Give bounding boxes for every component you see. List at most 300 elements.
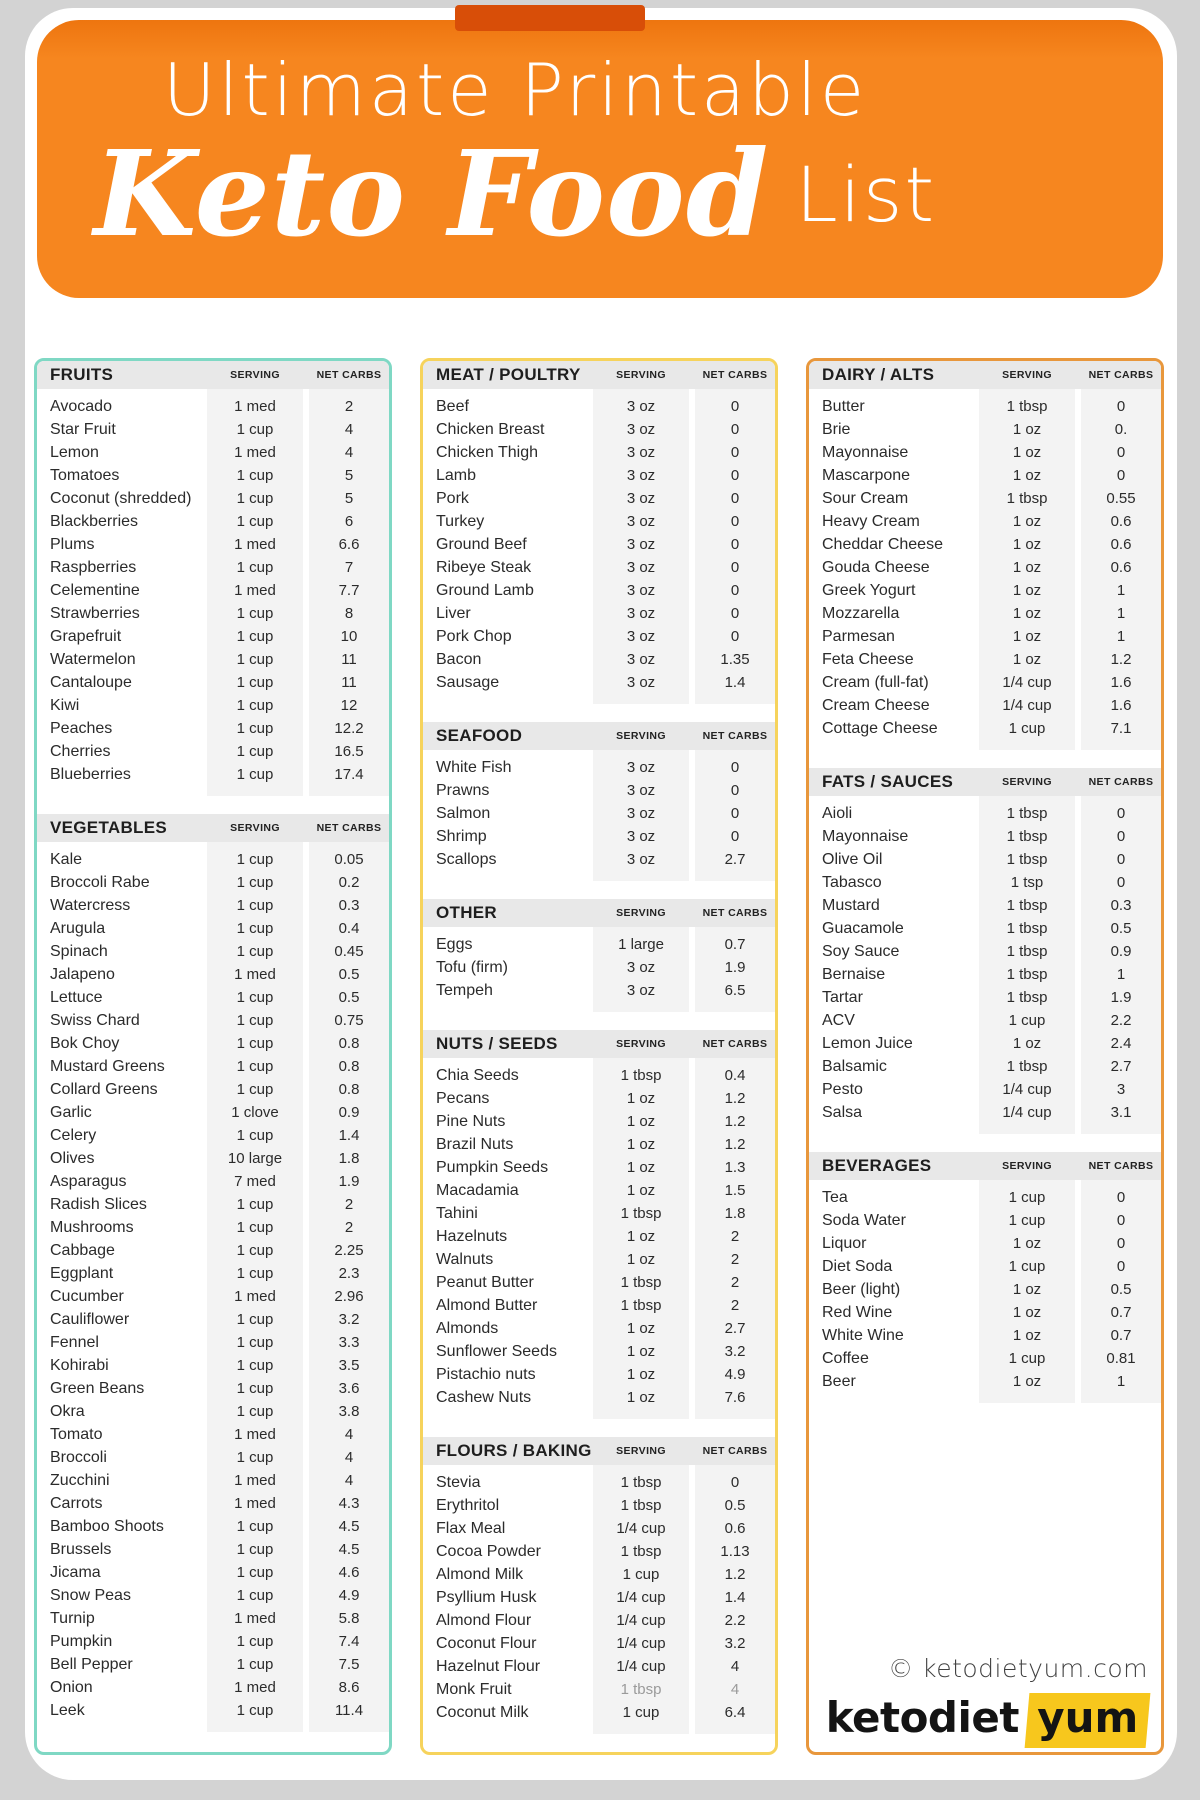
netcarbs-value: 11.4 (334, 1702, 364, 1719)
food-row (423, 933, 775, 956)
food-name: Soda Water (822, 1211, 906, 1229)
section-title: DAIRY / ALTS (822, 365, 935, 384)
netcarbs-value: 0.45 (334, 943, 364, 960)
serving-value: 1 cup (236, 897, 274, 914)
netcarbs-value: 4 (730, 1658, 740, 1675)
serving-value: 1 cup (236, 1380, 274, 1397)
serving-value: 1 cup (236, 513, 274, 530)
food-row (37, 1515, 389, 1538)
serving-value: 1 cup (236, 1702, 274, 1719)
food-row (423, 1471, 775, 1494)
serving-value: 1 tbsp (620, 1474, 662, 1491)
netcarbs-value: 0 (730, 444, 740, 461)
serving-value: 1/4 cup (616, 1520, 666, 1537)
serving-column-label: SERVING (616, 1038, 666, 1050)
food-row (37, 1538, 389, 1561)
netcarbs-value: 2.2 (1110, 1012, 1132, 1029)
section-other (423, 899, 775, 1012)
food-name: Cabbage (50, 1241, 115, 1259)
food-name: Eggs (436, 935, 473, 953)
serving-value: 1 cup (236, 1541, 274, 1558)
serving-value: 1 cup (236, 920, 274, 937)
netcarbs-value: 3.1 (1110, 1104, 1132, 1121)
food-name: Erythritol (436, 1496, 500, 1514)
netcarbs-value: 16.5 (334, 743, 364, 760)
food-name: Bacon (436, 650, 482, 668)
food-row (37, 1354, 389, 1377)
food-name: Soy Sauce (822, 942, 900, 960)
food-name: Onion (50, 1678, 93, 1696)
netcarbs-value: 0 (730, 398, 740, 415)
food-name: Olive Oil (822, 850, 883, 868)
netcarbs-value: 1 (1116, 628, 1126, 645)
food-name: Almond Flour (436, 1611, 532, 1629)
food-name: Cauliflower (50, 1310, 130, 1328)
netcarbs-value: 2.25 (334, 1242, 364, 1259)
serving-value: 1 oz (626, 1090, 656, 1107)
netcarbs-value: 1.2 (724, 1566, 746, 1583)
netcarbs-value: 1 (1116, 582, 1126, 599)
serving-value: 1 cup (236, 1127, 274, 1144)
food-name: Swiss Chard (50, 1011, 140, 1029)
food-name: Blueberries (50, 765, 131, 783)
food-row (423, 1248, 775, 1271)
food-name: Tahini (436, 1204, 478, 1222)
section-rows (423, 1058, 775, 1419)
food-row (423, 1064, 775, 1087)
food-row (423, 1540, 775, 1563)
section-fats-sauces (809, 768, 1161, 1134)
food-row (423, 1202, 775, 1225)
food-name: Chicken Thigh (436, 443, 538, 461)
serving-value: 3 oz (626, 851, 656, 868)
netcarbs-value: 0.9 (1110, 943, 1132, 960)
netcarbs-value: 1.35 (720, 651, 750, 668)
netcarbs-value: 1.3 (724, 1159, 746, 1176)
netcarbs-value: 2.7 (1110, 1058, 1132, 1075)
food-name: Celementine (50, 581, 140, 599)
serving-value: 1 cup (236, 943, 274, 960)
netcarbs-value: 6.5 (724, 982, 746, 999)
netcarbs-value: 7.5 (338, 1656, 360, 1673)
serving-value: 1 tbsp (620, 1543, 662, 1560)
netcarbs-value: 1.4 (724, 674, 746, 691)
section-title: VEGETABLES (50, 818, 167, 837)
food-row (809, 1032, 1161, 1055)
food-name: Monk Fruit (436, 1680, 512, 1698)
serving-value: 1 med (234, 1472, 276, 1489)
food-row (423, 1494, 775, 1517)
food-row (423, 956, 775, 979)
food-row (423, 418, 775, 441)
serving-value: 1 cup (236, 1219, 274, 1236)
serving-value: 1 tbsp (1006, 1058, 1048, 1075)
food-name: Green Beans (50, 1379, 145, 1397)
food-row (423, 1655, 775, 1678)
food-name: Grapefruit (50, 627, 122, 645)
food-name: Lettuce (50, 988, 103, 1006)
serving-value: 1 oz (1012, 1235, 1042, 1252)
serving-value: 1 oz (626, 1343, 656, 1360)
food-name: Lemon (50, 443, 99, 461)
food-row (37, 1308, 389, 1331)
food-name: Sunflower Seeds (436, 1342, 557, 1360)
food-name: Pesto (822, 1080, 863, 1098)
food-name: Flax Meal (436, 1519, 506, 1537)
food-name: Bamboo Shoots (50, 1517, 164, 1535)
netcarbs-value: 0 (730, 1474, 740, 1491)
netcarbs-value: 4.5 (338, 1541, 360, 1558)
food-name: Diet Soda (822, 1257, 893, 1275)
serving-value: 1 tbsp (1006, 966, 1048, 983)
food-row (37, 602, 389, 625)
food-row (37, 917, 389, 940)
serving-value: 1 oz (626, 1136, 656, 1153)
food-row (37, 1584, 389, 1607)
food-name: Mustard Greens (50, 1057, 165, 1075)
food-name: Cream Cheese (822, 696, 930, 714)
food-name: Scallops (436, 850, 497, 868)
netcarbs-value: 0.5 (1110, 1281, 1132, 1298)
netcarbs-column-label: NET CARBS (1088, 1160, 1154, 1172)
serving-value: 3 oz (626, 759, 656, 776)
food-row (809, 894, 1161, 917)
netcarbs-value: 0.9 (338, 1104, 360, 1121)
serving-value: 10 large (227, 1150, 283, 1167)
food-name: Ground Beef (436, 535, 527, 553)
food-row (809, 1055, 1161, 1078)
serving-value: 1/4 cup (1002, 674, 1052, 691)
serving-value: 3 oz (626, 398, 656, 415)
netcarbs-value: 4.6 (338, 1564, 360, 1581)
food-name: Beer (822, 1372, 856, 1390)
netcarbs-value: 0.3 (1110, 897, 1132, 914)
netcarbs-value: 0 (1116, 1212, 1126, 1229)
serving-value: 3 oz (626, 982, 656, 999)
food-name: Ribeye Steak (436, 558, 532, 576)
netcarbs-value: 0 (1116, 805, 1126, 822)
food-name: Chicken Breast (436, 420, 545, 438)
serving-value: 1 cup (236, 1449, 274, 1466)
netcarbs-value: 6.6 (338, 536, 360, 553)
food-row (37, 1446, 389, 1469)
food-row (423, 1363, 775, 1386)
serving-value: 1 cup (236, 851, 274, 868)
netcarbs-value: 0 (730, 559, 740, 576)
netcarbs-value: 1.9 (1110, 989, 1132, 1006)
food-row (423, 441, 775, 464)
netcarbs-value: 0.7 (724, 936, 746, 953)
food-name: Garlic (50, 1103, 92, 1121)
food-name: Salmon (436, 804, 491, 822)
food-name: Mozzarella (822, 604, 900, 622)
food-name: Balsamic (822, 1057, 887, 1075)
netcarbs-value: 0.4 (724, 1067, 746, 1084)
netcarbs-value: 0.2 (338, 874, 360, 891)
food-name: Turkey (436, 512, 485, 530)
serving-value: 1 clove (231, 1104, 279, 1121)
section-title: FLOURS / BAKING (436, 1441, 592, 1460)
section-title: FATS / SAUCES (822, 772, 954, 791)
section-rows (423, 1465, 775, 1734)
netcarbs-value: 6.4 (724, 1704, 746, 1721)
netcarbs-value: 7 (344, 559, 354, 576)
serving-value: 1 cup (236, 1311, 274, 1328)
food-name: Brie (822, 420, 851, 438)
netcarbs-value: 0.5 (338, 989, 360, 1006)
serving-value: 1 cup (236, 766, 274, 783)
food-row (423, 1294, 775, 1317)
section-title: OTHER (436, 903, 497, 922)
food-name: Eggplant (50, 1264, 114, 1282)
food-row (37, 1377, 389, 1400)
netcarbs-value: 0 (730, 628, 740, 645)
netcarbs-value: 1.2 (724, 1136, 746, 1153)
netcarbs-value: 4 (344, 1426, 354, 1443)
serving-value: 1 oz (1012, 582, 1042, 599)
column-fruits-vegetables (34, 358, 392, 1755)
food-row (809, 602, 1161, 625)
netcarbs-column-label: NET CARBS (316, 822, 382, 834)
food-row (37, 1055, 389, 1078)
food-name: Liquor (822, 1234, 867, 1252)
food-name: Almond Butter (436, 1296, 538, 1314)
food-name: Kohirabi (50, 1356, 109, 1374)
food-row (37, 1400, 389, 1423)
food-name: ACV (822, 1011, 855, 1029)
serving-column-label: SERVING (616, 1445, 666, 1457)
netcarbs-value: 0.75 (334, 1012, 364, 1029)
food-row (37, 1630, 389, 1653)
food-row (809, 1278, 1161, 1301)
food-name: Guacamole (822, 919, 904, 937)
netcarbs-value: 0.8 (338, 1058, 360, 1075)
food-row (809, 487, 1161, 510)
section-rows (809, 796, 1161, 1134)
food-name: Tea (822, 1188, 848, 1206)
food-row (423, 1586, 775, 1609)
serving-value: 1 cup (236, 1564, 274, 1581)
serving-value: 1 oz (1012, 559, 1042, 576)
food-name: Jicama (50, 1563, 101, 1581)
food-row (37, 625, 389, 648)
netcarbs-value: 1.4 (338, 1127, 360, 1144)
serving-value: 3 oz (626, 421, 656, 438)
food-name: Asparagus (50, 1172, 127, 1190)
food-row (37, 1124, 389, 1147)
food-name: Cottage Cheese (822, 719, 938, 737)
food-row (423, 1386, 775, 1409)
serving-value: 1/4 cup (1002, 697, 1052, 714)
netcarbs-value: 1 (1116, 605, 1126, 622)
netcarbs-value: 0.4 (338, 920, 360, 937)
netcarbs-value: 0 (730, 782, 740, 799)
food-name: Tomato (50, 1425, 103, 1443)
serving-value: 3 oz (626, 559, 656, 576)
logo-text: ketodiet (825, 1693, 1019, 1742)
section-vegetables (37, 814, 389, 1732)
serving-value: 3 oz (626, 444, 656, 461)
food-name: Brussels (50, 1540, 112, 1558)
serving-value: 1 med (234, 1495, 276, 1512)
netcarbs-value: 0 (1116, 1189, 1126, 1206)
food-row (809, 1209, 1161, 1232)
netcarbs-column-label: NET CARBS (702, 369, 768, 381)
food-row (37, 986, 389, 1009)
section-fruits (37, 361, 389, 796)
food-row (809, 441, 1161, 464)
section-rows (423, 927, 775, 1012)
netcarbs-value: 2.2 (724, 1612, 746, 1629)
food-row (423, 556, 775, 579)
food-row (423, 1678, 775, 1701)
food-name: Cream (full-fat) (822, 673, 929, 691)
title-block (37, 20, 1163, 298)
serving-value: 1 oz (1012, 444, 1042, 461)
food-name: Feta Cheese (822, 650, 914, 668)
netcarbs-value: 0.8 (338, 1081, 360, 1098)
serving-value: 1 med (234, 444, 276, 461)
food-name: Spinach (50, 942, 108, 960)
netcarbs-value: 2 (730, 1251, 740, 1268)
food-name: Gouda Cheese (822, 558, 930, 576)
food-name: Radish Slices (50, 1195, 147, 1213)
food-row (423, 1701, 775, 1724)
serving-value: 3 oz (626, 467, 656, 484)
netcarbs-value: 0 (1116, 1235, 1126, 1252)
netcarbs-value: 0.8 (338, 1035, 360, 1052)
netcarbs-value: 0.6 (724, 1520, 746, 1537)
serving-value: 1 tbsp (1006, 851, 1048, 868)
food-row (809, 1101, 1161, 1124)
netcarbs-value: 1.2 (1110, 651, 1132, 668)
food-name: Sausage (436, 673, 500, 691)
food-row (423, 464, 775, 487)
food-name: Pumpkin (50, 1632, 113, 1650)
netcarbs-value: 1.8 (724, 1205, 746, 1222)
netcarbs-value: 4.9 (724, 1366, 746, 1383)
food-name: Macadamia (436, 1181, 519, 1199)
serving-value: 1 cup (236, 1334, 274, 1351)
serving-value: 1/4 cup (616, 1612, 666, 1629)
serving-column-label: SERVING (1002, 776, 1052, 788)
netcarbs-value: 3 (1116, 1081, 1126, 1098)
food-row (423, 1563, 775, 1586)
food-row (423, 802, 775, 825)
food-name: Lemon Juice (822, 1034, 913, 1052)
serving-value: 1 cup (236, 720, 274, 737)
food-row (37, 1193, 389, 1216)
food-row (37, 940, 389, 963)
food-row (809, 579, 1161, 602)
food-name: Carrots (50, 1494, 103, 1512)
netcarbs-value: 1.13 (720, 1543, 750, 1560)
food-row (809, 694, 1161, 717)
food-row (37, 1285, 389, 1308)
food-name: Pork (436, 489, 469, 507)
netcarbs-value: 0 (730, 605, 740, 622)
food-name: Turnip (50, 1609, 95, 1627)
food-name: Cocoa Powder (436, 1542, 541, 1560)
ketodietyum-logo (826, 1693, 1148, 1748)
food-name: Pecans (436, 1089, 490, 1107)
netcarbs-column-label: NET CARBS (1088, 369, 1154, 381)
serving-value: 3 oz (626, 536, 656, 553)
serving-value: 1 cup (236, 1587, 274, 1604)
netcarbs-value: 3.3 (338, 1334, 360, 1351)
serving-value: 1 oz (1012, 1281, 1042, 1298)
netcarbs-value: 0 (1116, 444, 1126, 461)
serving-value: 3 oz (626, 828, 656, 845)
serving-value: 1 cup (236, 1518, 274, 1535)
food-name: Plums (50, 535, 95, 553)
netcarbs-value: 4 (344, 421, 354, 438)
food-row (809, 671, 1161, 694)
food-name: Snow Peas (50, 1586, 131, 1604)
food-name: Blackberries (50, 512, 139, 530)
netcarbs-column-label: NET CARBS (702, 730, 768, 742)
serving-value: 1 tbsp (1006, 398, 1048, 415)
netcarbs-value: 2 (730, 1297, 740, 1314)
serving-value: 1 oz (626, 1228, 656, 1245)
serving-value: 1 tbsp (620, 1497, 662, 1514)
serving-value: 1 cup (236, 605, 274, 622)
food-name: Pine Nuts (436, 1112, 506, 1130)
netcarbs-value: 0 (1116, 467, 1126, 484)
netcarbs-value: 0.7 (1110, 1327, 1132, 1344)
food-row (37, 1147, 389, 1170)
netcarbs-value: 0 (730, 513, 740, 530)
food-row (423, 1087, 775, 1110)
food-name: Peaches (50, 719, 113, 737)
serving-value: 1 cup (236, 467, 274, 484)
food-name: Kiwi (50, 696, 80, 714)
serving-value: 1 med (234, 398, 276, 415)
netcarbs-value: 0 (1116, 874, 1126, 891)
food-name: Cashew Nuts (436, 1388, 532, 1406)
netcarbs-value: 0.55 (1106, 490, 1136, 507)
netcarbs-value: 17.4 (334, 766, 364, 783)
serving-value: 3 oz (626, 605, 656, 622)
serving-value: 1 tbsp (1006, 920, 1048, 937)
food-row (809, 510, 1161, 533)
section-header (809, 1152, 1161, 1180)
serving-value: 1 cup (236, 1196, 274, 1213)
serving-value: 1 med (234, 1610, 276, 1627)
food-name: Olives (50, 1149, 95, 1167)
netcarbs-value: 7.1 (1110, 720, 1132, 737)
netcarbs-value: 0 (730, 828, 740, 845)
food-name: Jalapeno (50, 965, 115, 983)
serving-value: 1 cup (236, 674, 274, 691)
food-row (809, 1078, 1161, 1101)
section-header (37, 361, 389, 389)
netcarbs-value: 2.7 (724, 1320, 746, 1337)
serving-value: 3 oz (626, 805, 656, 822)
food-name: Coffee (822, 1349, 869, 1367)
food-row (423, 602, 775, 625)
serving-value: 1 cup (236, 628, 274, 645)
serving-value: 1 tbsp (1006, 490, 1048, 507)
food-name: Hazelnut Flour (436, 1657, 541, 1675)
food-name: Strawberries (50, 604, 140, 622)
netcarbs-value: 0 (730, 582, 740, 599)
serving-value: 1 tbsp (1006, 805, 1048, 822)
food-name: Bell Pepper (50, 1655, 133, 1673)
title-line-1: Ultimate Printable (162, 48, 868, 132)
food-name: Raspberries (50, 558, 137, 576)
serving-value: 1 cup (236, 490, 274, 507)
